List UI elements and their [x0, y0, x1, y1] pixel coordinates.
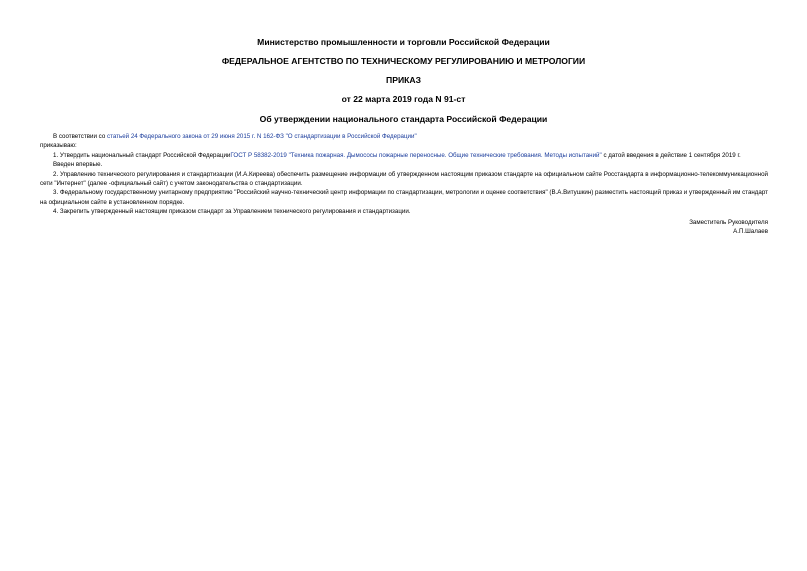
agency-name: ФЕДЕРАЛЬНОЕ АГЕНТСТВО ПО ТЕХНИЧЕСКОМУ РЕГУЛИРОВАНИЮ И МЕТРОЛОГИИ: [221, 56, 586, 66]
gost-standard-link[interactable]: ГОСТ Р 58382-2019 "Техника пожарная. Дымососы пожарные переносные. Общие технические требования. Методы испытаний": [230, 151, 602, 159]
introduced-note: Введен впервые.: [53, 161, 103, 169]
order-word: приказываю:: [40, 142, 77, 150]
intro-prefix: В соответствии со: [53, 133, 107, 140]
document-date-number: от 22 марта 2019 года N 91-ст: [341, 94, 466, 104]
item-1-prefix: 1. Утвердить национальный стандарт Российской Федерации: [53, 151, 231, 159]
item-1-paragraph: [40, 151, 768, 160]
item-3-paragraph: 3. Федеральному государственному унитарному предприятию "Российский научно-технический центр информации по стандартизации, метрологии и оценке соответствия" (В.А.Витушкин) разместить настоящий приказ и утвержденный им стандарт на официальном сайте в установленном порядке.: [40, 189, 768, 206]
document-subject: Об утверждении национального стандарта Российской Федерации: [259, 114, 548, 124]
federal-law-link[interactable]: статьей 24 Федерального закона от 29 июня 2015 г. N 162-ФЗ "О стандартизации в Российской Федерации": [106, 133, 417, 140]
intro-paragraph: [40, 132, 768, 141]
signature-position: Заместитель Руководителя: [689, 218, 768, 226]
ministry-name: Министерство промышленности и торговли Российской Федерации: [257, 37, 550, 47]
document-type: ПРИКАЗ: [386, 75, 421, 85]
item-4-paragraph: 4. Закрепить утвержденный настоящим приказом стандарт за Управлением технического регулирования и стандартизации.: [53, 208, 411, 216]
document-body: [40, 132, 768, 236]
item-2-paragraph: 2. Управлению технического регулирования и стандартизации (И.А.Киреева) обеспечить размещение информации об утвержденном настоящим приказом стандарте на официальном сайте Росстандарта в информационно-телекоммуникационной сети "Интернет" (далее -официальный сайт) с учетом законодательства о стандартизации.: [40, 170, 768, 188]
item-1-suffix: с датой введения в действие 1 сентября 2019 г.: [601, 151, 741, 159]
signature-name: А.П.Шалаев: [733, 228, 768, 236]
